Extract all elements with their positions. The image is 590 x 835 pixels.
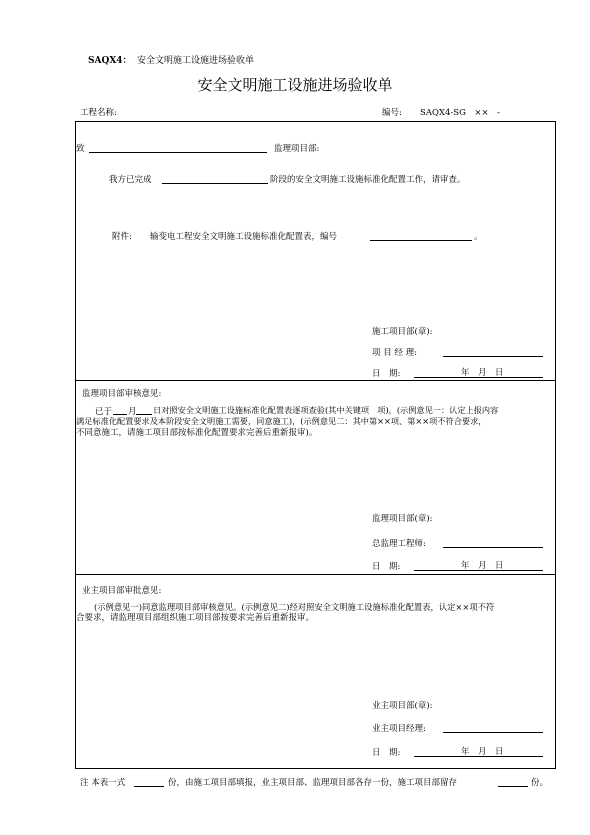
section-divider-2 (75, 574, 556, 575)
footer-note-a: 注 本表一式 (80, 778, 126, 788)
owner-approval-heading: 业主项目部审批意见: (82, 586, 162, 596)
retained-copies-field[interactable] (498, 786, 528, 787)
completed-suffix: 阶段的安全文明施工设施标准化配置工作，请审查。 (270, 175, 466, 185)
supervision-dept-label: 监理项目部: (274, 144, 320, 154)
review-line1-a: 已于 (95, 407, 113, 417)
project-name-label: 工程名称: (80, 108, 117, 118)
attachment-number-field[interactable] (370, 240, 472, 241)
number-label: 编号: (382, 108, 402, 118)
date-value-3: 年 月 日 (461, 747, 504, 757)
attachment-text: 输变电工程安全文明施工设施标准化配置表，编号 (150, 232, 338, 242)
review-line2: 满足标准化配置要求及本阶段安全文明施工需要，同意施工)，(示例意见二：其中第××项、第××项不符合要求， (76, 416, 487, 426)
form-small-title: 安全文明施工设施进场验收单 (137, 56, 255, 66)
project-manager-field[interactable] (443, 356, 543, 357)
date-label-2: 日 期: (372, 562, 401, 572)
footer-note-c: 份。 (531, 778, 549, 788)
supervision-review-heading: 监理项目部审核意见: (82, 389, 162, 399)
form-code: SAQX4： (88, 56, 132, 66)
form-table (75, 121, 556, 769)
date-label-1: 日 期: (372, 369, 401, 379)
approval-line2: 合要求，请监理项目部组织施工项目部按要求完善后重新报审。 (76, 613, 315, 623)
construction-dept-seal-label: 施工项目部(章): (372, 327, 433, 337)
page-title: 安全文明施工设施进场验收单 (197, 76, 393, 94)
date-value-1: 年 月 日 (461, 368, 504, 378)
owner-manager-label: 业主项目经理: (372, 724, 426, 734)
number-value: SAQX4-SG ×× - (420, 108, 500, 118)
completed-prefix: 我方已完成 (109, 175, 152, 185)
to-recipient-field[interactable] (89, 152, 267, 153)
date-value-2: 年 月 日 (461, 561, 504, 571)
review-line3: 不同意施工，请施工项目部按标准化配置要求完善后重新报审)。 (76, 428, 318, 438)
chief-engineer-label: 总监理工程师: (372, 539, 426, 549)
review-line1-c: 日对照安全文明施工设施标准化配置表逐项查验(其中关键项 项)，(示例意见一：认定上报内容 (153, 405, 499, 415)
attachment-end: 。 (474, 232, 483, 242)
approval-line1: (示例意见一)同意监理项目部审核意见。(示例意见二)经对照安全文明施工设施标准化配置表，认定××项不符 (94, 602, 495, 612)
chief-engineer-field[interactable] (443, 547, 543, 548)
review-day-blank[interactable] (136, 414, 152, 415)
section-divider-1 (75, 380, 556, 381)
owner-manager-field[interactable] (443, 732, 543, 733)
copies-field[interactable] (134, 786, 164, 787)
date-label-3: 日 期: (372, 748, 401, 758)
stage-field[interactable] (162, 183, 268, 184)
review-month-blank[interactable] (113, 414, 127, 415)
supervision-seal-label: 监理项目部(章): (372, 514, 433, 524)
to-label: 致 (76, 144, 85, 154)
owner-seal-label: 业主项目部(章): (372, 701, 433, 711)
project-manager-label: 项 目 经 理: (372, 348, 417, 358)
footer-note-b: 份，由施工项目部填报，业主项目部、监理项目部各存一份，施工项目部留存 (168, 778, 458, 788)
review-line1-b: 月 (128, 407, 137, 417)
attachment-label: 附件: (112, 232, 132, 242)
